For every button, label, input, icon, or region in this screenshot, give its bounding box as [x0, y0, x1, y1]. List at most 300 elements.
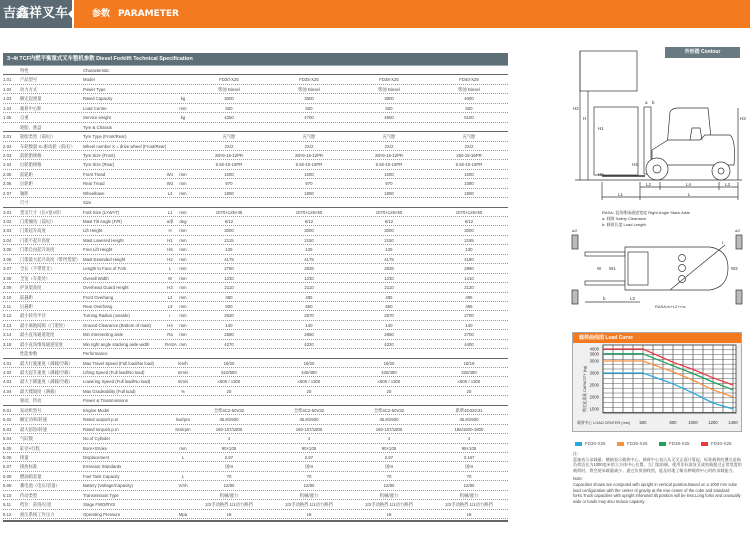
value-cell: 28×9-15-12PR — [214, 152, 244, 158]
table-row — [3, 217, 508, 226]
value-cell: 1000 — [304, 171, 314, 177]
section-title-en: Power & Transmissions — [83, 398, 128, 404]
row-unit: Nm/rpm — [175, 426, 191, 432]
row-label-cn: 门架不起升高度 — [20, 237, 51, 243]
table-row — [3, 415, 508, 424]
value-cell: ≤600 / ≥300 — [217, 379, 241, 385]
value-cell: 2150 — [384, 237, 394, 243]
table-row — [3, 491, 508, 500]
truck-top-view — [625, 247, 728, 290]
row-label-cn: 最大下降速度（满载/空载） — [20, 379, 73, 385]
value-cell: 250-15-16PR — [456, 152, 482, 158]
value-cell: FD30-X25 — [219, 77, 239, 83]
value-cell: 国III — [225, 464, 233, 470]
row-number: 5.02 — [3, 417, 12, 423]
value-cell: 3000 — [224, 228, 234, 234]
value-cell: 3000 — [384, 228, 394, 234]
label-l2-top: L2 — [630, 296, 636, 301]
value-cell: 4175 — [224, 256, 234, 262]
legend-item — [575, 441, 606, 446]
value-cell: 柴油 Diesel — [378, 86, 400, 92]
value-cell: 柴油 Diesel — [458, 86, 480, 92]
value-cell: 125 — [385, 247, 393, 253]
row-unit: mm — [179, 247, 187, 253]
row-label-cn: 最小直角堆垛通道宽度 — [20, 341, 63, 347]
value-cell: 1070×125×50 — [455, 209, 483, 215]
row-unit: mm — [179, 322, 187, 328]
row-number: 3.15 — [3, 341, 12, 347]
value-cell: 510/550 — [221, 370, 237, 375]
value-cell: 2835 — [384, 266, 394, 272]
value-cell: 20 — [386, 388, 392, 394]
row-number: 3.10 — [3, 294, 12, 300]
row-number: 5.01 — [3, 407, 12, 413]
row-symbol: H2 — [167, 256, 173, 262]
value-cell: 36.8/2500 — [299, 417, 319, 423]
value-cell: FD38-X25 — [379, 77, 399, 83]
section-title-cn: 轮胎、底盘 — [20, 124, 42, 130]
value-cell: 柴油 Diesel — [218, 86, 240, 92]
row-label-cn: 护顶架高度 — [20, 285, 42, 291]
value-cell: 4900 — [384, 115, 394, 121]
value-cell: 2570 — [304, 313, 314, 319]
value-cell: 970 — [385, 181, 393, 187]
y-tick-label: 3000 — [589, 370, 599, 376]
section-heading-cn: 参数 — [92, 9, 111, 19]
value-cell: 2X/2 — [464, 143, 474, 149]
table-row — [3, 160, 508, 169]
row-number: 5.04 — [3, 436, 12, 442]
row-label-cn: 前悬距 — [20, 294, 33, 300]
label-w2: W2 — [731, 266, 738, 271]
row-label-en: Tyre Type (Front/Rear) — [83, 134, 127, 140]
value-cell: 4270 — [224, 341, 234, 347]
legend-label: FD35-X25 — [627, 441, 648, 446]
spec-table — [3, 66, 508, 522]
row-label-cn: 轴距 — [20, 190, 29, 196]
row-label-cn: 额定起重量 — [20, 96, 42, 102]
row-label-en: Transmission Type — [83, 492, 119, 498]
value-cell: 90×105 — [221, 445, 237, 451]
table-row — [3, 236, 508, 245]
value-cell: 20 — [306, 388, 312, 394]
value-cell: 6/12 — [464, 219, 474, 224]
notes-en-text: Capacities shown are computed with upright in vertical position.Based on a 1000 mm cube load configuration with the center of gravity at the true center of the cube and standard forks.Truck capacities with upright inforward tilt position will be less.Long forks and unusually wide or loads may also reduce capacity. — [573, 481, 741, 504]
section-title-cn: 性能参数 — [20, 351, 38, 357]
y-axis-label: 额定起重量 CAPACITY (kg) — [583, 365, 587, 412]
table-row — [3, 462, 508, 471]
raised-load — [580, 51, 637, 91]
x-tick-label: 800 — [669, 420, 677, 425]
y-tick-label: 1500 — [589, 406, 599, 412]
row-unit: mm — [179, 332, 187, 338]
x-tick-label: 500 — [639, 420, 647, 425]
value-cell: 国III — [305, 464, 313, 470]
row-label-en: Emission Standards — [83, 464, 122, 470]
fork-bottom — [585, 281, 625, 285]
value-cell: 440/480 — [301, 370, 317, 375]
row-unit: mm — [179, 209, 187, 215]
value-cell: 全柴4C2-50V32 — [293, 407, 325, 413]
notes — [573, 451, 743, 507]
value-cell: 125 — [225, 247, 233, 253]
row-label-cn: 后轮距 — [20, 181, 33, 187]
value-cell: 70 — [226, 473, 232, 479]
value-cell: 4320 — [384, 341, 394, 347]
row-label-cn: 发动机型号 — [20, 407, 42, 413]
row-label-en: Fork Size (L×W×T) — [83, 209, 120, 215]
value-cell: 19/20 — [223, 360, 235, 366]
row-label-en: Front Tread — [83, 171, 106, 177]
row-number: 3.03 — [3, 228, 12, 234]
row-label-en: Min right angle stacking aisle width — [83, 341, 150, 347]
row-unit: kg — [180, 96, 186, 102]
value-cell: 2110 — [304, 285, 314, 291]
legend-label: FD38-X25 — [669, 441, 690, 446]
value-cell: 机械/液力 — [299, 492, 319, 498]
y-tick-label: 2000 — [589, 394, 599, 400]
value-cell: 2835 — [304, 266, 314, 272]
rear-wheel — [712, 162, 730, 180]
value-cell: 2X/2 — [384, 143, 394, 149]
value-cell: 2110 — [384, 285, 394, 291]
row-label-en: Rated torque/r.p.m — [83, 426, 119, 432]
value-cell: 19/20 — [383, 360, 395, 366]
legend-swatch — [659, 442, 666, 446]
value-cell: 28×9-15-12PR — [294, 152, 324, 158]
row-label-cn: 动力方式 — [20, 86, 38, 92]
row-label-cn: 最小离地间隙（门架处） — [20, 322, 68, 328]
table-row — [3, 340, 508, 349]
value-cell: 495 — [465, 294, 473, 300]
row-label-en: Displacement — [83, 454, 110, 460]
table-row — [3, 255, 508, 264]
row-number: 1.01 — [3, 77, 12, 83]
value-cell: 150-157/1800 — [215, 426, 243, 432]
value-cell: 1800 — [384, 190, 394, 196]
row-label-en: Mast Tilt Angle (F/R) — [83, 219, 122, 224]
row-label-en: Max Travel Speed (Full load/No load) — [83, 360, 154, 366]
row-number: 5.03 — [3, 426, 12, 432]
value-cell: 2.67 — [304, 454, 314, 460]
value-cell: 20 — [466, 388, 472, 394]
value-cell: 485 — [385, 294, 393, 300]
section-title-en: Characteristic — [83, 68, 110, 73]
value-cell: 2570 — [384, 313, 394, 319]
value-cell: 320/480 — [461, 370, 477, 375]
row-unit: deg — [179, 219, 187, 224]
legend-swatch — [575, 442, 582, 446]
row-label-cn: 最大爬坡度（满载） — [20, 388, 59, 394]
value-cell: FD35-X25 — [299, 77, 319, 83]
label-h4: H4 — [632, 162, 638, 167]
value-cell: 2.67 — [224, 454, 234, 460]
label-l3: L3 — [725, 182, 731, 187]
value-cell: 4 — [307, 436, 311, 442]
y-tick-label: 3800 — [589, 351, 599, 357]
row-symbol: H3 — [167, 285, 173, 291]
section-header — [3, 123, 508, 132]
row-label-en: Battery (Voltage/Capacity) — [83, 483, 133, 489]
value-cell: 2780 — [224, 266, 234, 272]
value-cell: 2X/2 — [224, 143, 234, 149]
row-unit: mm — [179, 294, 187, 300]
value-cell: ≤600 / ≥300 — [457, 379, 481, 385]
value-cell: 18 — [226, 511, 232, 517]
label-rasa-formula: RASA=b+L2+r+a — [655, 304, 686, 309]
value-cell: 36.8/2500 — [459, 417, 479, 423]
row-label-en: Length to Face of Fork — [83, 266, 127, 272]
legend-swatch — [617, 442, 624, 446]
table-row — [3, 311, 508, 320]
value-cell: 130 — [465, 247, 473, 253]
row-label-en: Mast Lowered Height — [83, 237, 124, 243]
section-header — [3, 198, 508, 207]
section-title-en: Tyre & Chassis — [83, 124, 112, 130]
value-cell: 500 — [225, 105, 233, 111]
value-cell: 2/2手动换挡 1/1动力换挡 — [445, 502, 493, 508]
row-number: 1.03 — [3, 96, 12, 102]
row-label-en: No.of Cylinder — [83, 436, 111, 442]
value-cell: 1900 — [464, 190, 474, 196]
rasa-line-2: a: 间隙 Safety Clearance — [602, 216, 647, 221]
row-symbol: L1 — [167, 209, 173, 215]
row-number: 2.03 — [3, 152, 12, 158]
value-cell: 3.167 — [463, 454, 475, 460]
value-cell: 2700 — [464, 313, 474, 319]
value-cell: 2.67 — [384, 454, 394, 460]
value-cell: ≤600 / ≥300 — [297, 379, 321, 385]
row-number: 5.11 — [3, 502, 12, 508]
row-label-cn: 最大扭矩/转速 — [20, 426, 47, 432]
row-unit: mm — [179, 266, 187, 272]
row-label-cn: 燃油箱容量 — [20, 473, 42, 479]
value-cell: 90×105 — [381, 445, 397, 451]
value-cell: 6.50-10-10PR — [295, 162, 323, 168]
label-h: H — [583, 116, 587, 121]
table-row — [3, 406, 508, 415]
value-cell: 全柴4C2-50V32 — [373, 407, 405, 413]
row-unit: mm/s — [177, 370, 189, 375]
notes-en-label: Note: — [573, 476, 583, 482]
value-cell: 430/480 — [381, 370, 397, 375]
value-cell: 2890 — [464, 266, 474, 272]
row-number: 3.07 — [3, 266, 12, 272]
row-number: 2.06 — [3, 181, 12, 187]
row-number: 5.09 — [3, 483, 12, 489]
row-symbol: L4 — [167, 190, 173, 196]
table-row — [3, 377, 508, 386]
table-row — [3, 510, 508, 519]
row-symbol: H1 — [167, 237, 173, 243]
value-cell: 1080 — [464, 181, 474, 187]
value-cell: 2X/2 — [304, 143, 314, 149]
row-label-cn: 蓄电池（电压/容量） — [20, 483, 60, 489]
value-cell: 1000 — [464, 171, 474, 177]
row-unit: kw/rpm — [176, 417, 190, 423]
table-row — [3, 481, 508, 490]
row-symbol: W1 — [166, 171, 174, 177]
value-cell: 1410 — [464, 275, 474, 281]
value-cell: 4 — [467, 436, 471, 442]
legend-label: FD30-X25 — [585, 441, 606, 446]
row-label-cn: 产品型号 — [20, 77, 38, 83]
row-label-en: Power Type — [83, 86, 106, 92]
row-label-en: Front Overhang — [83, 294, 114, 300]
header-divider — [72, 0, 74, 28]
x-tick-label: 1200 — [708, 420, 718, 425]
value-cell: 2/2手动换挡 1/1动力换挡 — [365, 502, 413, 508]
legend-item — [701, 441, 732, 446]
row-unit: L — [181, 454, 185, 460]
value-cell: 2650 — [304, 332, 314, 338]
value-cell: 140 — [225, 322, 233, 328]
row-label-cn: 门架最大起升高度（带挡货架） — [20, 256, 81, 262]
value-cell: 18/19 — [463, 360, 475, 366]
table-row — [3, 85, 508, 94]
section-title-cn: 特性 — [20, 68, 29, 73]
value-cell: 970 — [305, 181, 313, 187]
row-label-cn: 前轮胎规格 — [20, 152, 42, 158]
value-cell: 2700 — [464, 332, 474, 338]
contour-drawing — [565, 40, 750, 320]
section-title-cn: 驱动、传动 — [20, 398, 42, 404]
table-row — [3, 283, 508, 292]
label-l: L — [688, 192, 691, 197]
label-h3: H3 — [740, 116, 746, 121]
row-label-en: Rear Overhang — [83, 303, 113, 309]
row-label-en: Rated Capacity — [83, 96, 113, 102]
value-cell: 机械/液力 — [459, 492, 479, 498]
row-label-en: Wheelbase — [83, 190, 105, 196]
row-unit: mm — [179, 237, 187, 243]
label-b-top: b — [603, 296, 606, 301]
value-cell: 1230 — [384, 275, 394, 281]
row-symbol: H — [168, 228, 172, 234]
contour-title: 外形图 Contour — [665, 47, 740, 58]
table-row — [3, 179, 508, 188]
table-row — [3, 453, 508, 462]
value-cell: 1230 — [304, 275, 314, 281]
row-symbol: L2 — [167, 294, 173, 300]
label-h2: H2 — [573, 106, 579, 111]
table-row — [3, 359, 508, 368]
row-label-cn: 最小转弯半径 — [20, 313, 46, 319]
value-cell: 500 — [465, 105, 473, 111]
row-label-cn: 最小直角通道宽度 — [20, 332, 55, 338]
table-row — [3, 472, 508, 481]
y-tick-label: 4000 — [589, 346, 599, 352]
value-cell: 70 — [386, 473, 392, 479]
value-cell: 机械/液力 — [379, 492, 399, 498]
row-unit: mm — [179, 445, 187, 451]
row-symbol: r — [169, 313, 171, 319]
value-cell: 6/12 — [304, 219, 314, 224]
row-number: 3.08 — [3, 275, 12, 281]
value-cell: 98×105 — [461, 445, 477, 451]
row-label-cn: 排放标准 — [20, 464, 38, 470]
table-row — [3, 113, 508, 122]
row-number: 3.05 — [3, 247, 12, 253]
value-cell: 500 — [225, 303, 233, 309]
row-unit: Mpa — [178, 511, 188, 517]
value-cell: 2/2手动换挡 1/1动力换挡 — [285, 502, 333, 508]
row-label-en: Overhead Guard Height — [83, 285, 129, 291]
row-label-en: Mast Extended Height — [83, 256, 126, 262]
row-number: 3.12 — [3, 313, 12, 319]
legend-item — [617, 441, 648, 446]
value-cell: 3000 — [224, 96, 234, 102]
value-cell: 3000 — [304, 228, 314, 234]
label-h5: H5 — [598, 172, 604, 177]
value-cell: 3800 — [384, 96, 394, 102]
label-w: W — [597, 266, 602, 271]
value-cell: 4250 — [224, 115, 234, 121]
value-cell: 4320 — [304, 341, 314, 347]
value-cell: 18 — [306, 511, 312, 517]
row-unit: L — [181, 473, 185, 479]
label-a2-left: a/2 — [572, 229, 578, 233]
value-cell: 3000 — [464, 228, 474, 234]
front-wheel — [646, 158, 668, 180]
row-number: 3.02 — [3, 219, 12, 224]
table-row — [3, 142, 508, 151]
section-heading-en: PARAMETER — [118, 9, 179, 19]
table-row — [3, 104, 508, 113]
table-row — [3, 387, 508, 396]
row-number: 5.08 — [3, 473, 12, 479]
value-cell: 495 — [465, 303, 473, 309]
value-cell: 125 — [305, 247, 313, 253]
row-unit: mm/s — [177, 379, 189, 385]
value-cell: 6/12 — [224, 219, 234, 224]
row-unit: km/h — [178, 360, 188, 366]
value-cell: 1230 — [224, 275, 234, 281]
label-l4: L4 — [686, 182, 692, 187]
value-cell: 2115 — [224, 237, 234, 243]
value-cell: 国III — [465, 464, 473, 470]
value-cell: 1800 — [224, 190, 234, 196]
table-row — [3, 444, 508, 453]
row-label-en: Tyre Size (Rear) — [83, 162, 115, 168]
table-row — [3, 321, 508, 330]
value-cell: 4175 — [304, 256, 314, 262]
label-a2-right: a/2 — [735, 229, 741, 233]
value-cell: 1000 — [384, 171, 394, 177]
row-unit: mm — [179, 105, 187, 111]
value-cell: 970 — [225, 181, 233, 187]
row-unit: mm — [179, 313, 187, 319]
row-label-en: Fuel Tank Capacity — [83, 473, 120, 479]
value-cell: 机械/液力 — [219, 492, 239, 498]
value-cell: 充气胎 — [462, 134, 476, 140]
value-cell: ≤600 / ≥300 — [377, 379, 401, 385]
row-number: 3.11 — [3, 303, 12, 309]
row-label-en: Rated output/r.p.m — [83, 417, 119, 423]
value-cell: 12/80 — [303, 483, 315, 489]
value-cell: 充气胎 — [382, 134, 396, 140]
row-label-en: Model — [83, 77, 95, 83]
wall-hatch — [572, 235, 578, 249]
table-row — [3, 425, 508, 434]
table-row — [3, 208, 508, 217]
rasa-line-3: b: 载荷长度 Load Length — [602, 222, 646, 227]
row-label-cn: 全长（不带货叉） — [20, 266, 55, 272]
row-label-en: Turning Radius (outside) — [83, 313, 130, 319]
row-label-en: Service weight — [83, 115, 111, 121]
row-label-cn: 轮胎类型（前/后） — [20, 134, 56, 140]
section-title-cn: 尺寸 — [20, 200, 29, 206]
